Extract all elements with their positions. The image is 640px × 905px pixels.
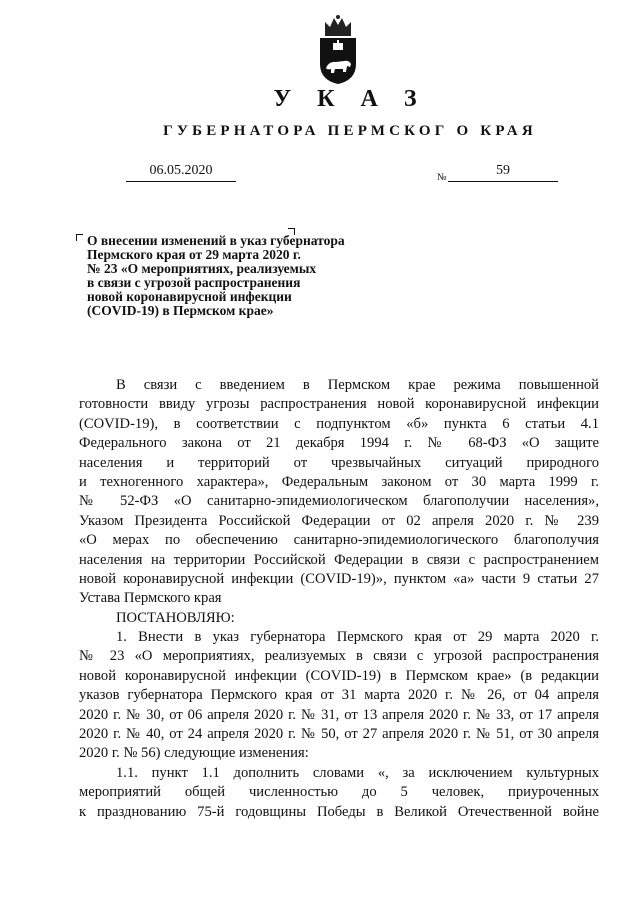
body-line: новой коронавирусной инфекции (COVID-19) в Пермском крае» (в редакции: [79, 667, 599, 684]
body-line: новой коронавирусной инфекции (COVID-19)», пунктом «а» части 9 статьи 27: [79, 570, 599, 587]
body-line: В связи с введением в Пермском крае режима повышенной: [116, 377, 599, 393]
number-sign: №: [437, 172, 447, 183]
coat-of-arms-icon: [317, 12, 359, 86]
body-line: (COVID-19), в соответствии с подпунктом «б» пункта 6 статьи 4.1: [79, 415, 599, 432]
body-line: 2020 г. № 40, от 24 апреля 2020 г. № 50, от 27 апреля 2020 г. № 51, от 30 апреля: [79, 726, 599, 743]
document-subtitle: ГУБЕРНАТОРА ПЕРМСКОГ О КРАЯ: [163, 123, 537, 139]
body-line: Указом Президента Российской Федерации от 02 апреля 2020 г. № 239: [79, 512, 599, 529]
subject-bracket-left: [76, 234, 83, 241]
document-title: У К А З: [273, 86, 427, 112]
document-date: 06.05.2020: [126, 163, 236, 182]
body-line: «О мерах по обеспечению санитарно-эпидемиологического благополучия: [79, 532, 599, 549]
subject-line: (COVID-19) в Пермском крае»: [87, 303, 274, 318]
resolution-heading: ПОСТАНОВЛЯЮ:: [116, 609, 235, 626]
body-line: № 52-ФЗ «О санитарно-эпидемиологическом благополучии населения»,: [79, 493, 599, 510]
body-line: 1. Внести в указ губернатора Пермского края от 29 марта 2020 г.: [116, 629, 599, 646]
document-number: 59: [448, 163, 558, 182]
body-line: Устава Пермского края: [79, 590, 222, 607]
document-body: [79, 376, 599, 822]
body-line: 2020 г. № 30, от 06 апреля 2020 г. № 31, от 13 апреля 2020 г. № 33, от 17 апреля: [79, 706, 599, 723]
body-line: населения и территорий от чрезвычайных ситуаций природного: [79, 454, 599, 471]
body-line: Федерального закона от 21 декабря 1994 г. № 68-ФЗ «О защите: [79, 435, 599, 452]
body-line: готовности ввиду угрозы распространения новой коронавирусной инфекции: [79, 396, 599, 413]
body-line: указов губернатора Пермского края от 31 марта 2020 г. № 26, от 04 апреля: [79, 687, 599, 704]
body-line: № 23 «О мероприятиях, реализуемых в связи с угрозой распространения: [79, 648, 599, 665]
document-subject: [87, 234, 387, 318]
body-line: 2020 г. № 56) следующие изменения:: [79, 745, 309, 762]
subject-line: № 23 «О мероприятиях, реализуемых: [87, 261, 317, 276]
subject-line: новой коронавирусной инфекции: [87, 289, 292, 304]
body-line: 1.1. пункт 1.1 дополнить словами «, за исключением культурных: [116, 764, 599, 781]
body-line: к празднованию 75-й годовщины Победы в Великой Отечественной войне: [79, 803, 599, 820]
body-line: населения на территории Российской Федерации в связи с распространением: [79, 551, 599, 568]
subject-line: Пермского края от 29 марта 2020 г.: [87, 247, 301, 262]
body-line: и техногенного характера», Федеральным законом от 30 марта 1999 г.: [79, 473, 599, 490]
subject-line: в связи с угрозой распространения: [87, 275, 301, 290]
subject-line: О внесении изменений в указ губернатора: [87, 233, 345, 248]
body-line: мероприятий общей численностью до 5 человек, приуроченных: [79, 784, 599, 801]
